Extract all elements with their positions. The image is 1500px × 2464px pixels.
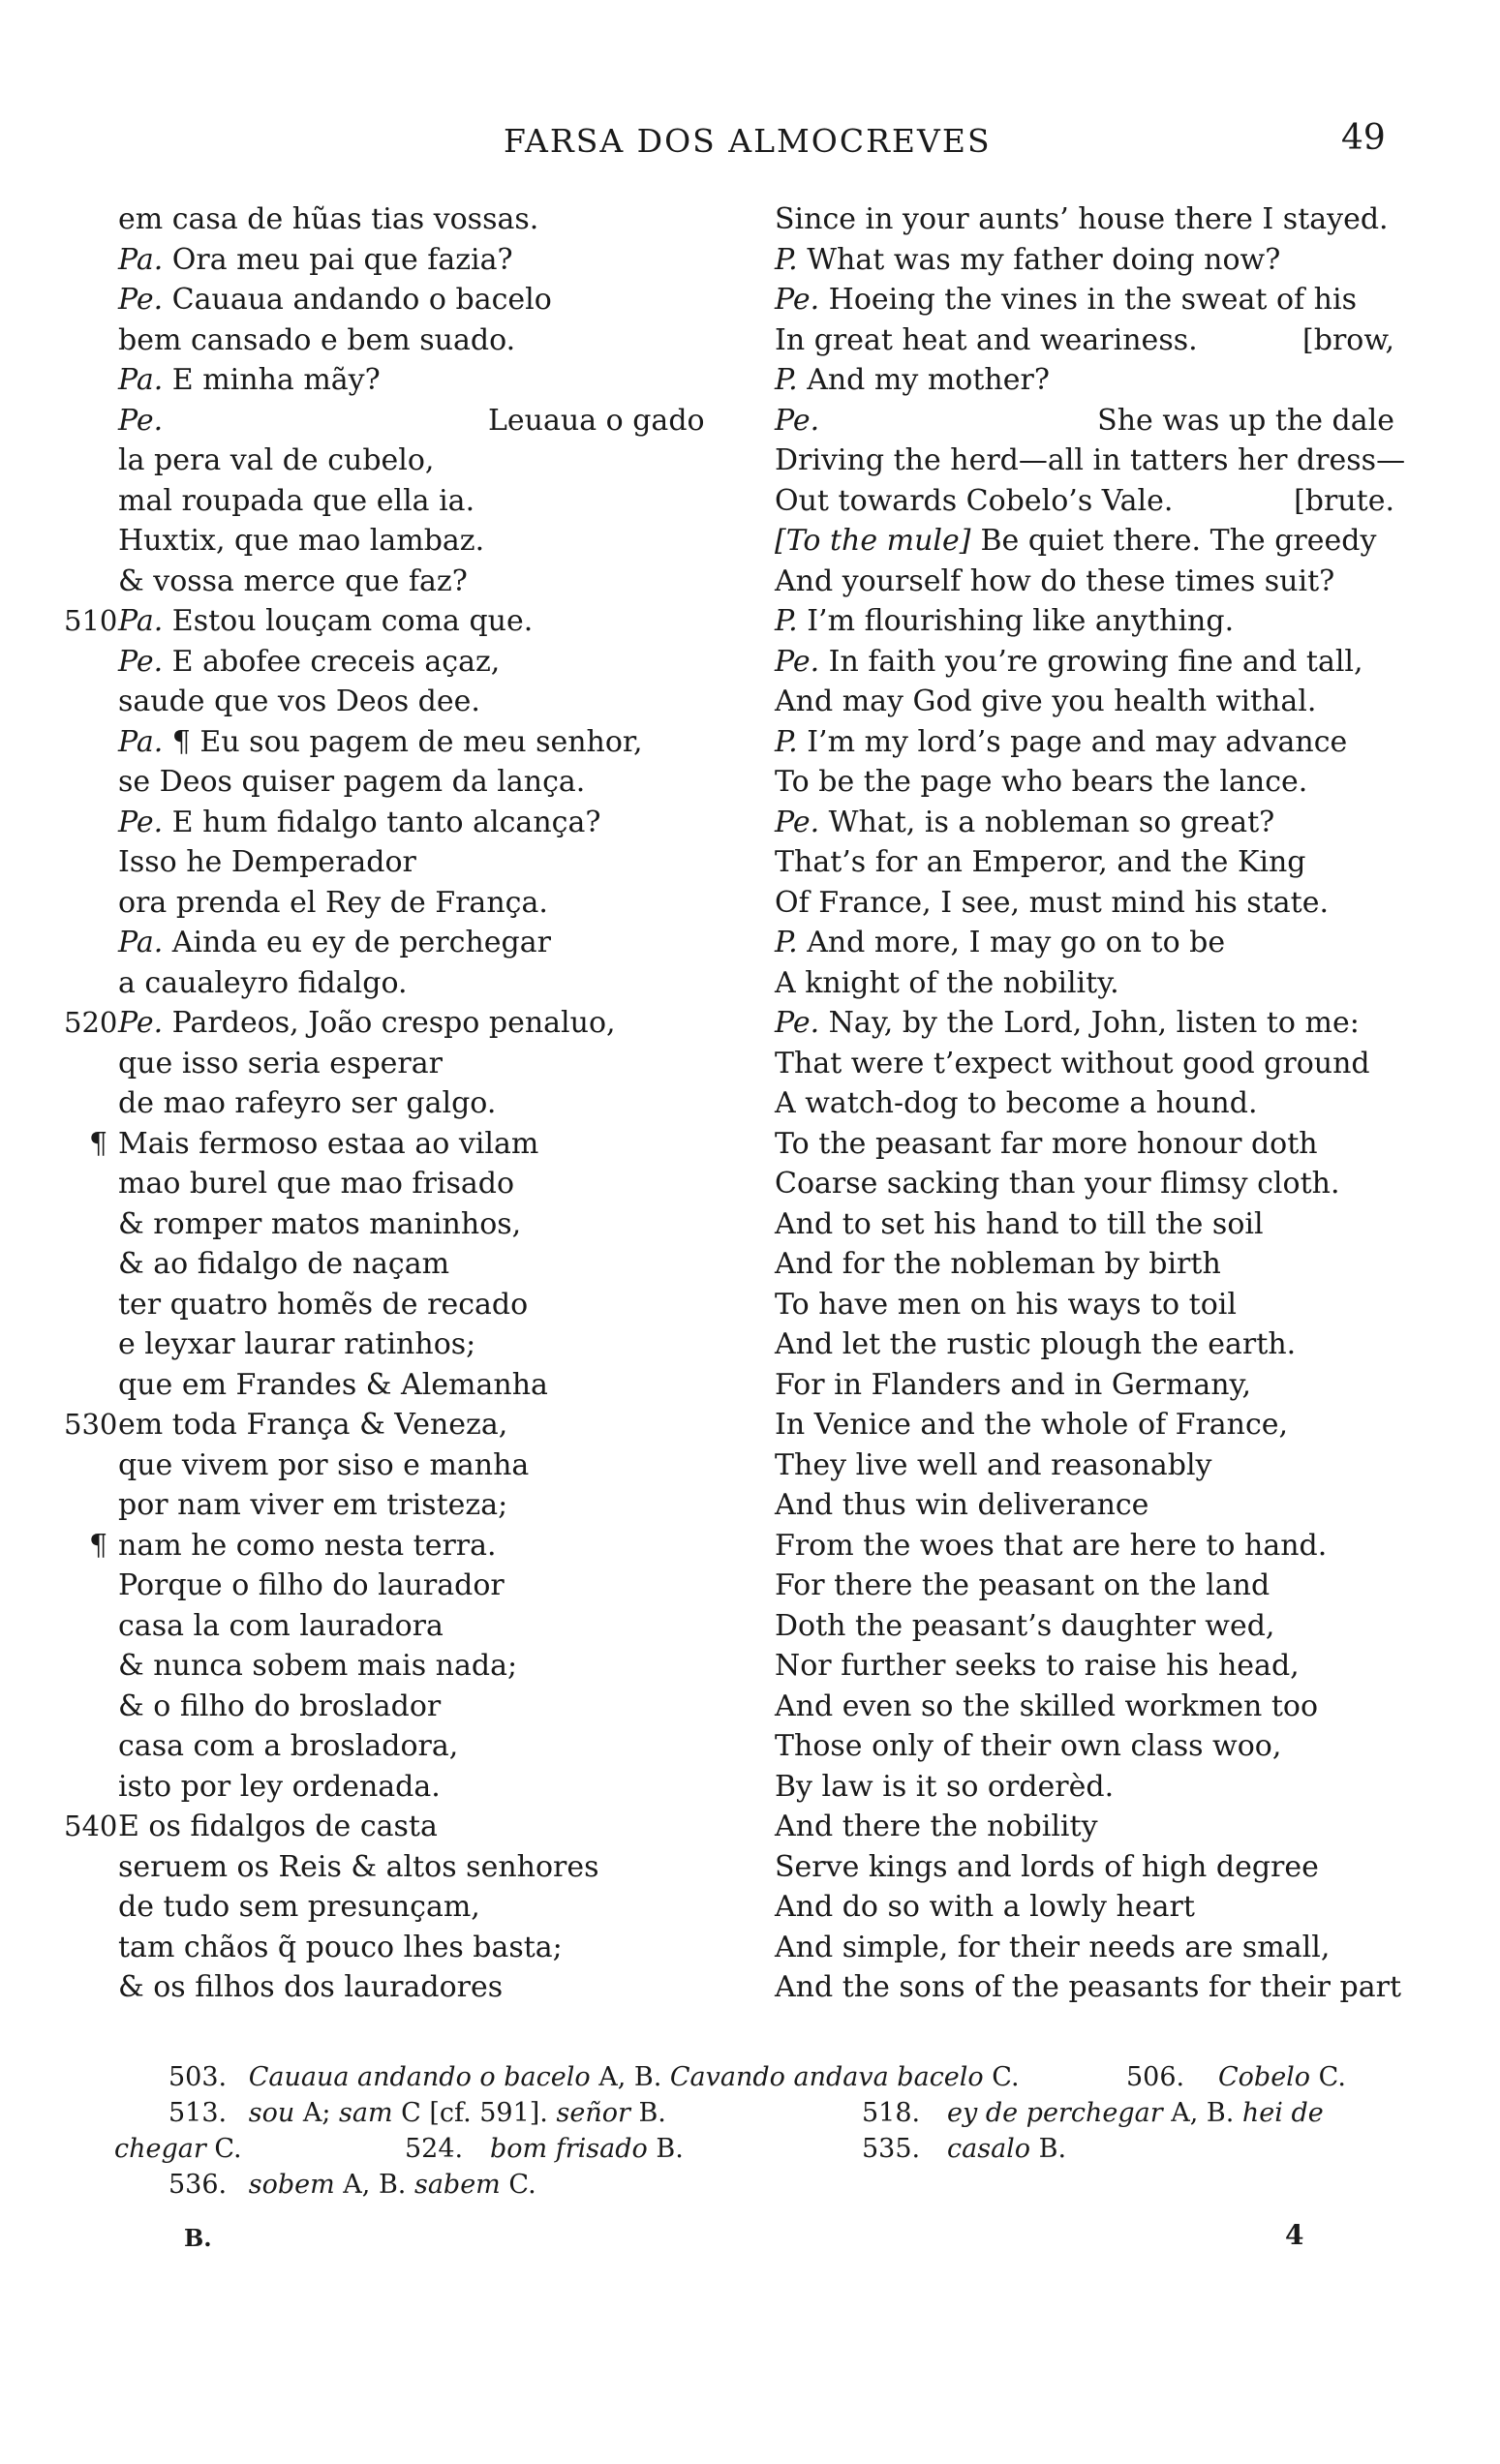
speaker-label: Pa. [118, 363, 164, 397]
translation-line [775, 521, 1394, 562]
line-number: 540 [64, 1810, 118, 1842]
footnote-number: 518. [862, 2098, 921, 2128]
translation-line [775, 1324, 1394, 1365]
translation-text: A watch-dog to become a hound. [775, 1086, 1258, 1120]
footnote-source: B. [1030, 2134, 1067, 2164]
verse-text: ¶ Eu sou pagem de meu senhor, [163, 724, 643, 759]
verse-text: Pardeos, João crespo penaluo, [163, 1006, 616, 1040]
footnote-variant: hei de [1241, 2098, 1324, 2128]
translation-line [775, 722, 1394, 763]
footnote-source: C. [205, 2134, 242, 2164]
footnote-variant: chegar [114, 2134, 206, 2164]
footnote-source: C [cf. 591]. [392, 2098, 557, 2128]
verse-line [118, 562, 738, 602]
verse-line [118, 1646, 738, 1687]
pilcrow-mark: ¶ [89, 1528, 108, 1563]
translation-line [775, 1405, 1394, 1445]
verse-text: por nam viver em tristeza; [118, 1488, 508, 1522]
speaker-label: P. [775, 926, 798, 959]
translation-line [775, 1124, 1394, 1165]
verse-line [118, 1566, 738, 1606]
translation-line [775, 1726, 1394, 1767]
verse-line [89, 1124, 738, 1165]
translation-line [775, 1204, 1394, 1245]
translation-line [775, 1687, 1394, 1727]
verse-line [118, 762, 738, 803]
footnote-number: 506. [1126, 2062, 1185, 2092]
translation-line [775, 199, 1394, 240]
translation-text: And to set his hand to till the soil [775, 1206, 1264, 1241]
line-number: 530 [64, 1408, 118, 1441]
verse-line [118, 401, 738, 441]
verse-text: que vivem por siso e manha [118, 1447, 530, 1482]
translation-line [775, 1847, 1394, 1888]
translation-line [775, 1003, 1394, 1044]
verse-text: mal roupada que ella ia. [118, 483, 475, 518]
translation-line [775, 642, 1394, 683]
verse-line [118, 963, 738, 1004]
verse-text: casa com a brosladora, [118, 1729, 459, 1763]
verse-line [118, 1285, 738, 1325]
translation-line [775, 481, 1394, 522]
verse-text: Estou louçam coma que. [163, 604, 534, 638]
translation-text: Serve kings and lords of high degree [775, 1849, 1319, 1884]
footnote-variant: Cauaua andando o bacelo [248, 2062, 591, 2092]
translation-text: I’m flourishing like anything. [797, 604, 1235, 638]
translation-text: And there the nobility [775, 1810, 1098, 1843]
verse-line [118, 1445, 738, 1486]
translation-text: Of France, I see, must mind his state. [775, 885, 1329, 920]
verse-line [118, 481, 738, 522]
speaker-label: Pa. [118, 724, 164, 759]
verse-line [118, 1164, 738, 1204]
verse-line [118, 280, 738, 320]
footnote-source: B. [647, 2134, 684, 2164]
translation-text: Since in your aunts’ house there I stayed. [775, 202, 1389, 236]
turnover-text: She was up the dale [1097, 403, 1394, 438]
turnover-text: [brute. [1294, 483, 1394, 518]
speaker-label: Pe. [118, 283, 164, 317]
footnote-source: C. [983, 2062, 1020, 2092]
gathering-number: 4 [1285, 2219, 1304, 2251]
verse-line [118, 1887, 738, 1928]
translation-line [775, 1887, 1394, 1928]
footnote-variant: señor [556, 2098, 630, 2128]
speaker-label: Pe. [118, 1006, 164, 1040]
footnote-source: C. [1310, 2062, 1346, 2092]
translation-text: For there the peasant on the land [775, 1568, 1270, 1602]
verse-text: Ainda eu ey de perchegar [163, 926, 551, 959]
translation-line [775, 1164, 1394, 1204]
speaker-label: P. [775, 363, 798, 397]
translation-text: And may God give you health withal. [775, 684, 1317, 718]
verse-line [118, 1726, 738, 1767]
verse-text: isto por ley ordenada. [118, 1769, 441, 1804]
translation-text: Nor further seeks to raise his head, [775, 1649, 1300, 1683]
line-number: 520 [64, 1006, 118, 1039]
footnotes [114, 2059, 1402, 2203]
translation-text: They live well and reasonably [775, 1447, 1212, 1482]
footnote-source: A; [294, 2098, 339, 2128]
translation-text: And yourself how do these times suit? [775, 563, 1335, 598]
turnover-text: [brow, [1302, 322, 1394, 357]
verse-text: casa la com lauradora [118, 1608, 444, 1643]
verse-text: Cauaua andando o bacelo [163, 283, 552, 317]
verse-line [118, 722, 738, 763]
verse-line [64, 601, 738, 642]
translation-text: In great heat and weariness. [775, 322, 1198, 357]
translation-text: Coarse sacking than your flimsy cloth. [775, 1167, 1340, 1201]
translation-text: And my mother? [797, 363, 1050, 397]
speaker-label: P. [775, 604, 798, 638]
footnote-source: B. [629, 2098, 666, 2128]
verse-text: Mais fermoso estaa ao vilam [118, 1126, 539, 1161]
verse-line [64, 1003, 738, 1044]
translation-text: To the peasant far more honour doth [775, 1126, 1318, 1161]
footnote-source: A, B. [1162, 2098, 1242, 2128]
translation-line [775, 1285, 1394, 1325]
translation-line [775, 562, 1394, 602]
verse-line [118, 1767, 738, 1808]
translation-line [775, 682, 1394, 722]
verse-text: saude que vos Deos dee. [118, 684, 480, 718]
translation-line [775, 1566, 1394, 1606]
translation-line [775, 240, 1394, 281]
translation-text: From the woes that are here to hand. [775, 1528, 1328, 1563]
stage-direction: [To the mule] [775, 524, 971, 558]
english-translation-column [775, 199, 1406, 2008]
translation-text: For in Flanders and in Germany, [775, 1367, 1252, 1402]
footnote-variant: sam [339, 2098, 393, 2128]
verse-text: Leuaua o gado [488, 403, 705, 438]
footnote-line [114, 2167, 1402, 2203]
footnote-variant: Cavando andava bacelo [669, 2062, 984, 2092]
translation-text: Be quiet there. The greedy [980, 524, 1377, 558]
verse-text: Huxtix, que mao lambaz. [118, 524, 485, 558]
footnote-number: 503. [168, 2062, 228, 2092]
translation-line [775, 923, 1394, 963]
verse-text: nam he como nesta terra. [118, 1528, 497, 1563]
translation-text: In faith you’re growing fine and tall, [819, 644, 1363, 679]
verse-text: de mao rafeyro ser galgo. [118, 1086, 497, 1120]
verse-text: Porque o filho do laurador [118, 1568, 505, 1602]
verse-text: & os filhos dos lauradores [118, 1970, 504, 2004]
translation-text: What, is a nobleman so great? [819, 805, 1275, 839]
translation-text: And let the rustic plough the earth. [775, 1327, 1297, 1361]
verse-line [118, 1244, 738, 1285]
verse-text: que isso seria esperar [118, 1046, 443, 1080]
verse-line [118, 923, 738, 963]
line-number: 510 [64, 604, 118, 637]
footnote-number: 536. [168, 2170, 228, 2200]
verse-text: mao burel que mao frisado [118, 1167, 515, 1201]
verse-line [118, 1967, 738, 2008]
verse-text: de tudo sem presunçam, [118, 1890, 480, 1924]
speaker-label: P. [775, 242, 798, 277]
translation-text: And the sons of the peasants for their part [775, 1970, 1402, 2004]
footnote-variant: sou [248, 2098, 295, 2128]
speaker-label: Pe. [775, 283, 820, 317]
translation-text: Hoeing the vines in the sweat of his [819, 283, 1357, 317]
verse-line [118, 803, 738, 843]
footnote-number: 524. [405, 2134, 464, 2164]
translation-text: Out towards Cobelo’s Vale. [775, 483, 1174, 518]
speaker-label: Pa. [118, 604, 164, 638]
translation-line [775, 1526, 1394, 1567]
running-title: FARSA DOS ALMOCREVES [504, 122, 992, 160]
signature-mark: B. [184, 2224, 212, 2252]
verse-text: ter quatro homẽs de recado [118, 1287, 529, 1322]
speaker-label: Pe. [775, 403, 820, 438]
translation-line [775, 601, 1394, 642]
translation-text: Doth the peasant’s daughter wed, [775, 1608, 1275, 1643]
verse-text: que em Frandes & Alemanha [118, 1367, 548, 1402]
verse-line [118, 1606, 738, 1647]
translation-text: And do so with a lowly heart [775, 1890, 1195, 1924]
translation-line [775, 963, 1394, 1004]
speaker-label: Pa. [118, 242, 164, 277]
speaker-label: Pe. [118, 644, 164, 679]
translation-line [775, 883, 1394, 924]
running-header [0, 118, 1500, 170]
verse-line [118, 1044, 738, 1084]
verse-text: tam chãos q̃ pouco lhes basta; [118, 1930, 563, 1964]
translation-line [775, 1365, 1394, 1406]
translation-text: A knight of the nobility. [775, 965, 1119, 1000]
translation-line [775, 1767, 1394, 1808]
verse-line [118, 1847, 738, 1888]
translation-line [775, 441, 1406, 481]
verse-text: ora prenda el Rey de França. [118, 885, 548, 920]
verse-line [118, 360, 738, 401]
verse-line [118, 1083, 738, 1124]
verse-text: E hum fidalgo tanto alcança? [163, 805, 601, 839]
verse-line [118, 1204, 738, 1245]
footnote-variant: sabem [413, 2170, 501, 2200]
speaker-label: Pe. [775, 805, 820, 839]
verse-text: & ao fidalgo de naçam [118, 1247, 450, 1281]
translation-text: Nay, by the Lord, John, listen to me: [819, 1006, 1360, 1040]
translation-line [775, 803, 1394, 843]
speaker-label: Pe. [118, 805, 164, 839]
footnote-variant: sobem [248, 2170, 335, 2200]
translation-line [775, 1646, 1394, 1687]
pilcrow-mark: ¶ [89, 1126, 108, 1161]
footnote-number: 535. [862, 2134, 921, 2164]
verse-text: Ora meu pai que fazia? [163, 242, 513, 277]
verse-line [118, 320, 738, 361]
verse-line [118, 1324, 738, 1365]
speaker-label: Pe. [775, 1006, 820, 1040]
speaker-label: P. [775, 724, 798, 759]
verse-line [64, 1807, 738, 1847]
verse-text: E abofee creceis açaz, [163, 644, 501, 679]
translation-line [775, 320, 1394, 361]
translation-line [775, 1606, 1394, 1647]
page-number: 49 [1341, 118, 1386, 158]
verse-line [118, 240, 738, 281]
footnote-line [114, 2095, 1402, 2131]
verse-text: & o filho do broslador [118, 1688, 442, 1723]
verse-line [118, 682, 738, 722]
verse-line [118, 1687, 738, 1727]
verse-text: la pera val de cubelo, [118, 443, 435, 477]
verse-text: Isso he Demperador [118, 845, 416, 879]
footnote-source: A, B. [590, 2062, 670, 2092]
translation-line [775, 1807, 1394, 1847]
footnote-variant: bom frisado [490, 2134, 648, 2164]
portuguese-text-column [64, 199, 738, 2008]
verse-line [118, 1485, 738, 1526]
verse-line [118, 199, 738, 240]
verse-text: bem cansado e bem suado. [118, 322, 516, 357]
footnote-variant: ey de perchegar [947, 2098, 1163, 2128]
translation-line [775, 401, 1394, 441]
speaker-label: Pe. [118, 403, 164, 438]
translation-text: I’m my lord’s page and may advance [797, 724, 1348, 759]
translation-text: What was my father doing now? [797, 242, 1281, 277]
speaker-label: Pa. [118, 926, 164, 959]
translation-line [775, 280, 1394, 320]
verse-text: E os fidalgos de casta [118, 1810, 438, 1843]
translation-text: To have men on his ways to toil [775, 1287, 1237, 1322]
verse-text: & nunca sobem mais nada; [118, 1649, 518, 1683]
translation-line [775, 360, 1394, 401]
verse-line [118, 883, 738, 924]
verse-line [89, 1526, 738, 1567]
translation-text: Those only of their own class woo, [775, 1729, 1282, 1763]
verse-text: se Deos quiser pagem da lança. [118, 765, 586, 799]
translation-text: Driving the herd—all in tatters her dress— [775, 443, 1406, 477]
translation-line [775, 842, 1394, 883]
translation-text: And for the nobleman by birth [775, 1247, 1221, 1281]
verse-text: a caualeyro fidalgo. [118, 965, 408, 1000]
verse-text: & romper matos maninhos, [118, 1206, 522, 1241]
verse-text: em toda França & Veneza, [118, 1408, 508, 1442]
translation-line [775, 1485, 1394, 1526]
translation-text: To be the page who bears the lance. [775, 765, 1308, 799]
verse-text: e leyxar laurar ratinhos; [118, 1327, 476, 1361]
verse-line [118, 441, 738, 481]
verse-line [118, 842, 738, 883]
verse-line [118, 642, 738, 683]
verse-text: seruem os Reis & altos senhores [118, 1849, 599, 1884]
translation-line [775, 1244, 1394, 1285]
translation-line [775, 1928, 1394, 1968]
verse-text: E minha mãy? [163, 363, 381, 397]
translation-line [775, 1044, 1394, 1084]
verse-line [118, 1365, 738, 1406]
translation-text: In Venice and the whole of France, [775, 1408, 1289, 1442]
footnote-variant: casalo [947, 2134, 1031, 2164]
footnote-line [114, 2059, 1402, 2095]
translation-line [775, 1083, 1394, 1124]
translation-line [775, 1445, 1394, 1486]
translation-text: And even so the skilled workmen too [775, 1688, 1319, 1723]
footnote-number: 513. [168, 2098, 228, 2128]
translation-text: That were t’expect without good ground [775, 1046, 1370, 1080]
translation-line [775, 1967, 1402, 2008]
translation-text: And simple, for their needs are small, [775, 1930, 1331, 1964]
translation-text: And thus win deliverance [775, 1488, 1149, 1522]
verse-line [118, 521, 738, 562]
translation-line [775, 762, 1394, 803]
translation-text: That’s for an Emperor, and the King [775, 845, 1306, 879]
footnote-variant: Cobelo [1218, 2062, 1311, 2092]
verse-text: em casa de hũas tias vossas. [118, 202, 539, 236]
footnote-source: A, B. [334, 2170, 414, 2200]
footnote-line [114, 2131, 1402, 2167]
translation-text: And more, I may go on to be [797, 926, 1226, 959]
translation-text: By law is it so orderèd. [775, 1769, 1115, 1804]
speaker-label: Pe. [775, 644, 820, 679]
verse-line [64, 1405, 738, 1445]
verse-line [118, 1928, 738, 1968]
verse-text: & vossa merce que faz? [118, 563, 468, 598]
footnote-source: C. [500, 2170, 536, 2200]
